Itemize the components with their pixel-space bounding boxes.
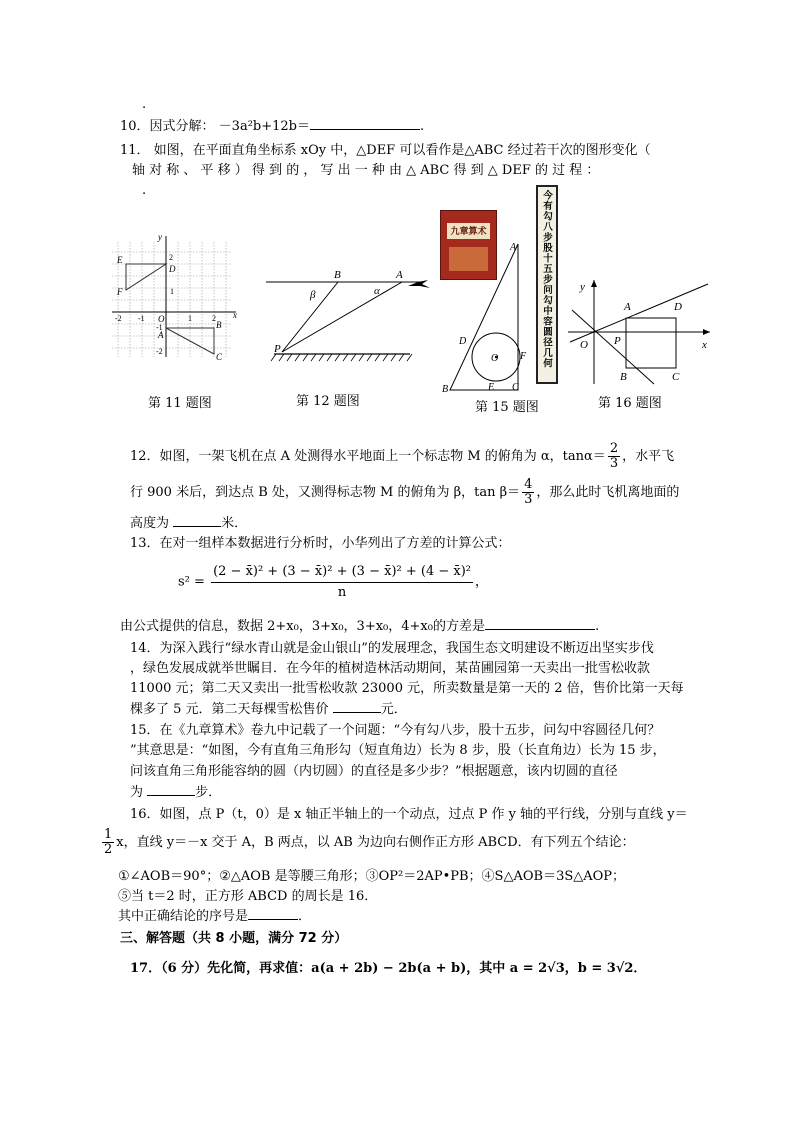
variance-fraction: $\frac{\text{(2 − x̄)² + (3 − x̄)² + (3 − x̄)² + (4 − x̄)²}}{n}$ bbox=[213, 564, 471, 600]
figure-11-grid bbox=[112, 232, 242, 362]
q12-line1-tail: ，水平飞 bbox=[622, 449, 675, 464]
section-3-heading: 三、解答题（共 8 小题，满分 72 分） bbox=[120, 931, 348, 946]
label-o: O bbox=[580, 339, 588, 351]
label-y: y bbox=[580, 281, 585, 293]
fraction-1-2: $\frac{1}{2}$ bbox=[104, 827, 113, 857]
label-p: P bbox=[614, 335, 621, 347]
label-c: C bbox=[216, 352, 223, 362]
question-17: 17．（6 分）先化简，再求值：a(a + 2b) − 2b(a + b)，其中 a = 2√3，b = 3√2． bbox=[130, 961, 647, 976]
label-c: C bbox=[512, 382, 519, 393]
label-a: A bbox=[510, 242, 517, 253]
label-c: C bbox=[672, 371, 680, 383]
q14-line2: ，绿色发展成就举世瞩目．在今年的植树造林活动期间，某苗圃园第一天卖出一批雪松收款 bbox=[130, 661, 651, 676]
label-b: B bbox=[334, 269, 341, 281]
q15-line4-text: 为 bbox=[130, 785, 144, 800]
q11-line3: . bbox=[142, 183, 147, 198]
stray-dot: . bbox=[142, 97, 147, 112]
q15-answer-blank[interactable] bbox=[147, 795, 195, 796]
q15-line1: 15．在《九章算术》卷九中记载了一个问题：“今有勾八步，股十五步，问勾中容圆径几何？ bbox=[130, 723, 661, 738]
q15-line4 bbox=[130, 784, 221, 802]
ground-hatching bbox=[271, 354, 412, 361]
q13-line2 bbox=[120, 618, 599, 636]
triangle-def bbox=[126, 264, 166, 290]
line-y-half-x bbox=[570, 284, 708, 342]
label-o: O bbox=[158, 314, 165, 324]
q14-line3: 11000 元；第二天又卖出一批雪松收款 23000 元，所卖数量是第一天的 2 倍，售价比第一天每 bbox=[130, 681, 684, 696]
line-ap bbox=[282, 282, 402, 352]
q12-line3-tail: 米． bbox=[221, 516, 248, 531]
label-x: x bbox=[233, 310, 237, 320]
q16-line2-text: x，直线 y＝－x 交于 A，B 两点，以 AB 为边向右侧作正方形 ABCD．有下列五个结论： bbox=[116, 835, 635, 850]
fraction-2-3: $\frac{2}{3}$ bbox=[609, 441, 619, 471]
q12-line1 bbox=[130, 442, 674, 472]
q15-line2: ”其意思是：“如图，今有直角三角形勾（短直角边）长为 8 步，股（长直角边）长为 15 步， bbox=[130, 743, 666, 758]
scroll-text: 今有勾八步股十五步问勾中容圆径几何 bbox=[541, 190, 552, 369]
label-x: x bbox=[702, 339, 707, 351]
q12-answer-blank[interactable] bbox=[173, 526, 221, 527]
q13-line1: 13．在对一组样本数据进行分析时，小华列出了方差的计算公式： bbox=[130, 536, 511, 551]
q12-line3-text: 高度为 bbox=[130, 516, 170, 531]
label-d: D bbox=[169, 264, 176, 274]
label-b: B bbox=[620, 371, 627, 383]
label-d: D bbox=[674, 301, 682, 313]
q12-line1-text: 12．如图，一架飞机在点 A 处测得水平地面上一个标志物 M 的俯角为 α，tanα＝ bbox=[130, 449, 606, 464]
tick-xm2: -2 bbox=[115, 314, 122, 323]
plane-icon bbox=[408, 280, 430, 288]
figure-11-caption: 第 11 题图 bbox=[148, 396, 212, 411]
label-e: E bbox=[117, 255, 123, 265]
q15-line4-end: 步． bbox=[195, 785, 222, 800]
q12-line2 bbox=[130, 478, 679, 508]
label-b: B bbox=[216, 320, 222, 330]
q16-line5 bbox=[118, 908, 311, 926]
q16-line1: 16．如图，点 P（t，0）是 x 轴正半轴上的一个动点，过点 P 作 y 轴的平行线，分别与直线 y＝ bbox=[130, 807, 688, 822]
q14-line4 bbox=[130, 701, 407, 719]
question-10 bbox=[120, 118, 424, 136]
q12-line3 bbox=[130, 515, 247, 533]
label-alpha: α bbox=[374, 285, 380, 297]
figure-15-triangle bbox=[440, 240, 530, 396]
tick-x2: 2 bbox=[212, 314, 216, 323]
right-triangle bbox=[450, 244, 518, 390]
q16-line5-end: ． bbox=[298, 909, 312, 924]
label-d: D bbox=[459, 336, 467, 347]
q13-answer-blank[interactable] bbox=[485, 629, 595, 630]
label-a: A bbox=[624, 301, 631, 313]
label-beta: β bbox=[310, 289, 316, 301]
label-a: A bbox=[158, 330, 164, 340]
label-y: y bbox=[158, 232, 162, 242]
q14-line4-end: 元． bbox=[380, 702, 407, 717]
q14-line4-text: 棵多了 5 元．第二天每棵雪松售价 bbox=[130, 702, 329, 717]
q11-line1: 11． 如图，在平面直角坐标系 xOy 中，△DEF 可以看作是△ABC 经过若干次的图形变化（ bbox=[120, 143, 651, 158]
q13-line2-text: 由公式提供的信息，数据 2+x₀，3+x₀，3+x₀，4+x₀的方差是 bbox=[120, 619, 485, 634]
q10-answer-blank[interactable] bbox=[310, 129, 420, 130]
label-p: P bbox=[274, 343, 281, 355]
q16-line5-text: 其中正确结论的序号是 bbox=[118, 909, 249, 924]
formula-tail: ， bbox=[475, 574, 489, 590]
tick-y1: 1 bbox=[170, 287, 174, 296]
q16-answer-blank[interactable] bbox=[248, 919, 298, 920]
formula-lhs: s² = bbox=[178, 574, 205, 590]
q13-formula bbox=[178, 562, 488, 603]
tick-x1: 1 bbox=[188, 314, 192, 323]
label-f: F bbox=[520, 351, 527, 362]
q12-line2-text: 行 900 米后，到达点 B 处，又测得标志物 M 的俯角为 β，tan β＝ bbox=[130, 485, 521, 500]
q16-line3: ①∠AOB＝90°；②△AOB 是等腰三角形；③OP²＝2AP•PB；④S△AOB＝3S△AOP； bbox=[118, 869, 626, 884]
tick-xm1: -1 bbox=[138, 314, 145, 323]
fraction-4-3: $\frac{4}{3}$ bbox=[524, 477, 533, 507]
figure-12-caption: 第 12 题图 bbox=[296, 394, 360, 409]
q16-line4: ⑤当 t＝2 时，正方形 ABCD 的周长是 16． bbox=[118, 889, 378, 904]
q14-line1: 14．为深入践行“绿水青山就是金山银山”的发展理念，我国生态文明建设不断迈出坚实步伐 bbox=[130, 641, 654, 656]
square-abcd bbox=[626, 318, 676, 368]
q10-end: . bbox=[420, 119, 425, 134]
tick-ym2: -2 bbox=[156, 347, 163, 356]
figure-16-caption: 第 16 题图 bbox=[598, 396, 662, 411]
q10-text: 10．因式分解： －3a²b+12b＝ bbox=[120, 119, 310, 134]
label-a: A bbox=[396, 269, 403, 281]
label-b: B bbox=[442, 384, 449, 395]
q12-line2-tail: ，那么此时飞机离地面的 bbox=[536, 485, 680, 500]
label-f: F bbox=[117, 287, 123, 297]
vertical-scroll bbox=[536, 185, 558, 384]
q15-line3: 问该直角三角形能容纳的圆（内切圆）的直径是多少步？”根据题意，该内切圆的直径 bbox=[130, 764, 618, 779]
label-o: O bbox=[491, 353, 499, 364]
q11-line2: 轴 对 称 、 平 移 ） 得 到 的 ， 写 出 一 种 由 △ ABC 得 到 △ DEF 的 过 程 ： bbox=[132, 163, 600, 178]
tick-ym1: -1 bbox=[156, 323, 163, 332]
figure-12-plane bbox=[262, 268, 432, 368]
tick-y2: 2 bbox=[169, 253, 173, 262]
label-e: E bbox=[488, 382, 495, 393]
q14-answer-blank[interactable] bbox=[333, 712, 381, 713]
figure-15-caption: 第 15 题图 bbox=[475, 400, 539, 415]
figure-16-square bbox=[568, 276, 718, 386]
book-title: 九章算术 bbox=[450, 227, 487, 237]
q13-line2-end: . bbox=[594, 619, 600, 634]
q16-line2 bbox=[100, 828, 635, 858]
